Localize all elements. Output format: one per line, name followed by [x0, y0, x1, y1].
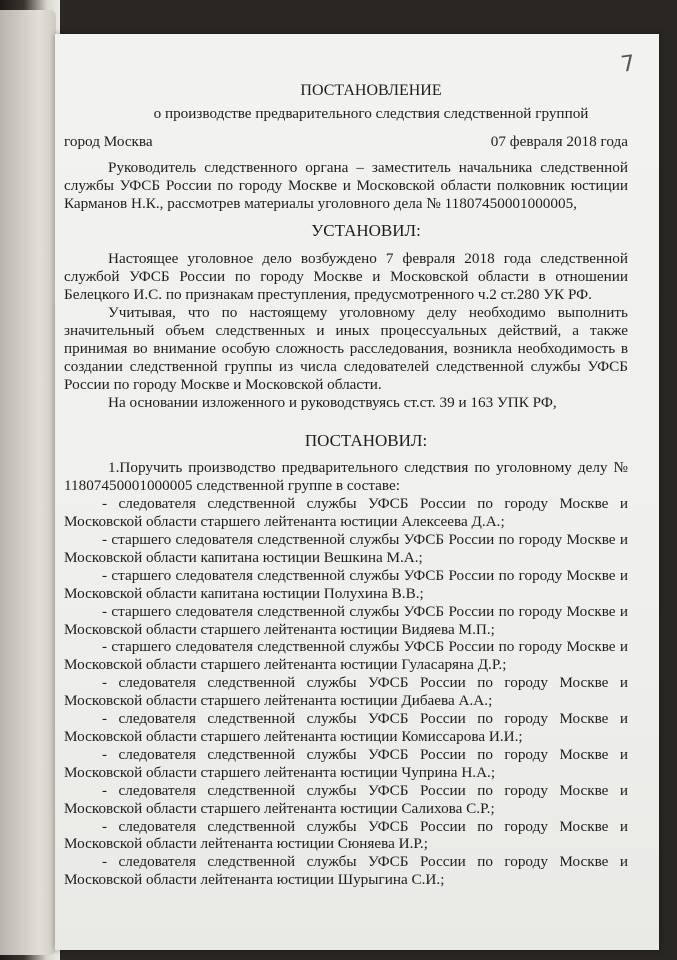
previous-page-edge [0, 10, 56, 955]
handwritten-page-number: 7 [619, 51, 637, 78]
document-title: ПОСТАНОВЛЕНИЕ [300, 82, 442, 99]
heading-resolved: ПОСТАНОВИЛ: [304, 430, 428, 450]
group-member: - следователя следственной службы УФСБ России по городу Москве и Московской области лейтенанта юстиции Сюняева И.Р.; [64, 817, 628, 853]
intro-paragraph: Руководитель следственного органа – заместитель начальника следственной службы УФСБ России по городу Москве и Московской области полковник юстиции Карманов Н.К., рассмотрев материалы уголовного дела № 11807450001000005, [64, 158, 628, 212]
group-member: - старшего следователя следственной службы УФСБ России по городу Москве и Московской области старшего лейтенанта юстиции Гуласаряна Д.Р.; [64, 638, 628, 674]
established-paragraph-1: Настоящее уголовное дело возбуждено 7 февраля 2018 года следственной службой УФСБ России по городу Москве и Московской области в отношении Белецкого И.С. по признакам преступления, предусмотренного ч.2 ст.280 УК РФ. [64, 250, 628, 304]
group-member: - следователя следственной службы УФСБ России по городу Москве и Московской области лейтенанта юстиции Шурыгина С.И.; [64, 853, 628, 889]
document-subtitle: о производстве предварительного следствия следственной группой [153, 104, 589, 122]
group-members-list [64, 495, 628, 889]
established-paragraph-2: Учитывая, что по настоящему уголовному делу необходимо выполнить значительный объем следственных и иных процессуальных действий, а также принимая во внимание особую сложность расследования, возникла необходимость в создании следственной группы из числа следователей следственной службы УФСБ России по городу Москве и Московской области. [64, 304, 628, 393]
group-member: - старшего следователя следственной службы УФСБ России по городу Москве и Московской области капитана юстиции Полухина В.В.; [64, 566, 628, 602]
resolved-paragraph-1: 1.Поручить производство предварительного следствия по уголовному делу № 11807450001000005 следственной группе в составе: [64, 459, 628, 495]
document-page [55, 34, 659, 950]
city-date-row [64, 133, 628, 151]
group-member: - следователя следственной службы УФСБ России по городу Москве и Московской области старшего лейтенанта юстиции Алексеева Д.А.; [64, 495, 628, 531]
heading-established: УСТАНОВИЛ: [311, 221, 421, 241]
group-member: - старшего следователя следственной службы УФСБ России по городу Москве и Московской области капитана юстиции Вешкина М.А.; [64, 531, 628, 566]
group-member: - следователя следственной службы УФСБ России по городу Москве и Московской области старшего лейтенанта юстиции Чуприна Н.А.; [64, 745, 628, 781]
group-member: - старшего следователя следственной службы УФСБ России по городу Москве и Московской области старшего лейтенанта юстиции Видяева М.П.; [64, 602, 628, 638]
group-member: - следователя следственной службы УФСБ России по городу Москве и Московской области старшего лейтенанта юстиции Салихова С.Р.; [64, 781, 628, 817]
group-member: - следователя следственной службы УФСБ России по городу Москве и Московской области старшего лейтенанта юстиции Комиссарова И.И.; [64, 710, 628, 745]
group-member: - следователя следственной службы УФСБ России по городу Москве и Московской области старшего лейтенанта юстиции Дибаева А.А.; [64, 674, 628, 710]
established-paragraph-3: На основании изложенного и руководствуясь ст.ст. 39 и 163 УПК РФ, [108, 393, 557, 411]
city: город Москва [64, 132, 153, 150]
document-body [64, 82, 628, 889]
document-date: 07 февраля 2018 года [490, 132, 628, 150]
